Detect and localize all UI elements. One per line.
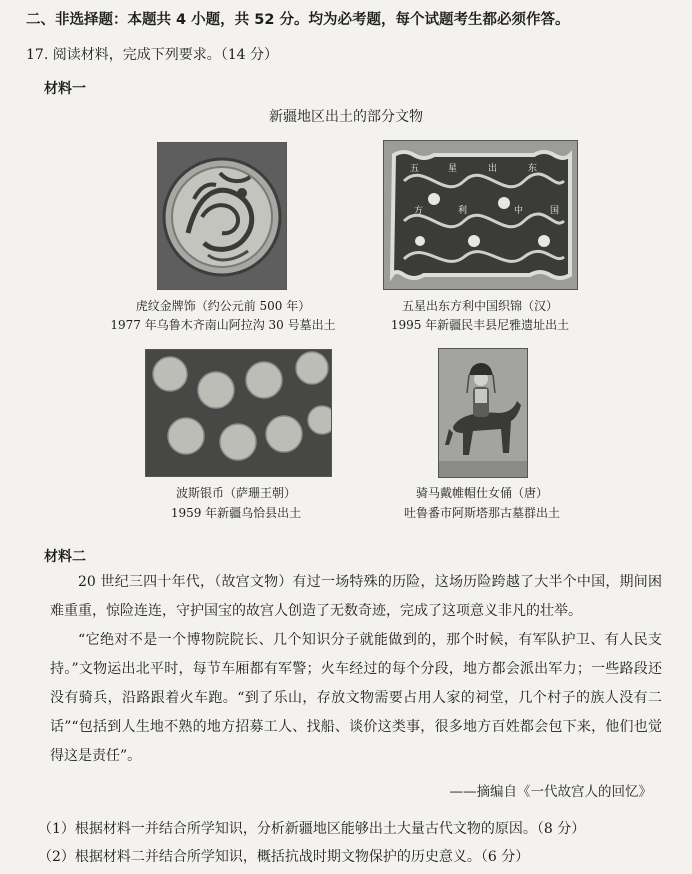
caption-1-name: 虎纹金牌饰（约公元前 500 年） [135, 299, 311, 313]
caption-2-origin: 1995 年新疆民丰县尼雅遗址出土 [390, 318, 570, 332]
caption-2-name: 五星出东方利中国织锦（汉） [401, 299, 558, 313]
brocade-char-6: 利 [458, 206, 468, 216]
material-2-source: ——摘编自《一代故宫人的回忆》 [449, 784, 652, 800]
material-2-label: 材料二 [44, 549, 86, 565]
question-17: 17. 阅读材料，完成下列要求。（14 分） [26, 47, 278, 63]
figure-title: 新疆地区出土的部分文物 [269, 109, 423, 125]
caption-3-origin: 1959 年新疆乌恰县出土 [170, 506, 302, 520]
brocade-char-2: 星 [448, 164, 458, 174]
brocade-char-1: 五 [410, 164, 420, 174]
sub-question-1: （1）根据材料一并结合所学知识，分析新疆地区能够出土大量古代文物的原因。（8 分） [38, 821, 586, 837]
material-1-label: 材料一 [44, 81, 86, 97]
material-2-paragraph-1: 20 世纪三四十年代，（故宫文物）有过一场特殊的历险，这场历险跨越了大半个中国，期间困难重重，惊险连连，守护国宝的故宫人创造了无数奇迹，完成了这项意义非凡的壮举。 [50, 574, 662, 619]
brocade-char-5: 方 [414, 206, 424, 216]
caption-3-name: 波斯银币（萨珊王朝） [175, 486, 296, 500]
female-rider-figurine-image [438, 348, 528, 478]
tiger-gold-plaque-image [157, 142, 287, 290]
section-title: 二、非选择题：本题共 4 小题，共 52 分。均为必考题，每个试题考生都必须作答。 [26, 12, 570, 28]
brocade-char-7: 中 [514, 206, 524, 216]
material-2-paragraph-2: “它绝对不是一个博物院院长、几个知识分子就能做到的，那个时候，有军队护卫、有人民支持。”文物运出北平时，每节车厢都有军警；火车经过的每个分段，地方都会派出军力；一些路段还没有骑兵，沿路跟着火车跑。“到了乐山，存放文物需要占用人家的祠堂，几个村子的族人没有二话”“包括到人生地不熟的地方招募工人、找船、谈价这类事，很多地方百姓都会包下来，他们也觉得这是责任”。 [50, 632, 662, 764]
persian-silver-coins-image [145, 349, 332, 477]
caption-4-name: 骑马戴帷帽仕女俑（唐） [415, 486, 548, 500]
caption-4-origin: 吐鲁番市阿斯塔那古墓群出土 [403, 506, 560, 520]
brocade-char-3: 出 [488, 164, 498, 174]
sub-question-2: （2）根据材料二并结合所学知识，概括抗战时期文物保护的历史意义。（6 分） [38, 849, 530, 865]
brocade-char-8: 国 [550, 206, 560, 216]
caption-1-origin: 1977 年乌鲁木齐南山阿拉沟 30 号墓出土 [110, 318, 336, 332]
brocade-image [383, 140, 578, 290]
brocade-char-4: 东 [528, 164, 538, 174]
